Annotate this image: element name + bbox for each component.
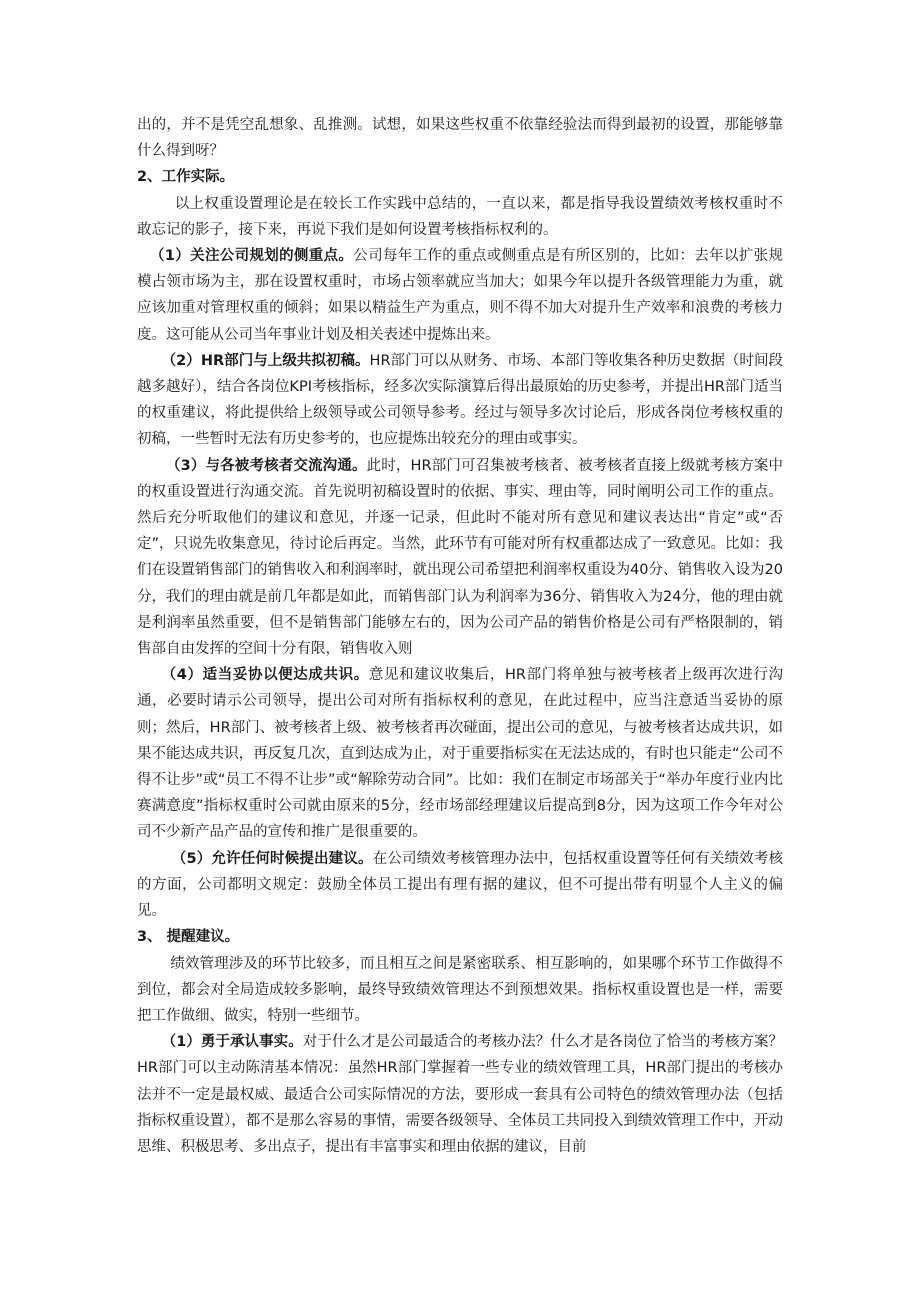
item-5-body: 在公司绩效考核管理办法中，包括权重设置等任何有关绩效考核的方面，公司都明文规定：鼓励全体员工提出有理有据的建议，但不可提出带有明显个人主义的偏见。 xyxy=(137,850,784,920)
section-heading-3: 3、 提醒建议。 xyxy=(137,929,240,946)
section-2-paragraph: 以上权重设置理论是在较长工作实践中总结的，一直以来，都是指导我设置绩效考核权重时不敢忘记的影子，接下来，再说下我们是如何设置考核指标权利的。 xyxy=(137,195,783,238)
item-1-title: （1）关注公司规划的侧重点。 xyxy=(150,248,354,265)
item-4-body: 意见和建议收集后，HR部门将单独与被考核者上级再次进行沟通，必要时请示公司领导，提出公司对所有指标权利的意见，在此过程中，应当注意适当妥协的原则；然后，HR部门、被考核者上级、被考核者再次碰面，提出公司的意见，与被考核者达成共识，如果不能达成共识，再反复几次，直到达成为止，对于重要指标实在无法达成的，有时也只能走“公司不得不让步”或“员工不得不让步”或“解除劳动合同”。比如：我们在制定市场部关于“举办年度行业内比赛满意度”指标权重时公司就由原来的5分，经市场部经理建议后提高到8分，因为这项工作今年对公司不少新产品产品的宣传和推广是很重要的。 xyxy=(137,667,783,841)
section-heading-2: 2、工作实际。 xyxy=(137,169,235,186)
item-2-paragraph xyxy=(137,348,783,453)
item-4-title: （4）适当妥协以便达成共识。 xyxy=(161,667,369,684)
item-3-title: （3）与各被考核者交流沟通。 xyxy=(166,457,367,474)
section-3-paragraph: 绩效管理涉及的环节比较多，而且相互之间是紧密联系、相互影响的，如果哪个环节工作做得不到位，都会对全局造成较多影响，最终导致绩效管理达不到预想效果。指标权重设置也是一样，需要把工作做细、做实，特别一些细节。 xyxy=(137,955,783,1024)
intro-paragraph: 出的，并不是凭空乱想象、乱推测。试想，如果这些权重不依靠经验法而得到最初的设置，那能够靠什么得到呀？ xyxy=(137,117,783,160)
tip-1-body: 对于什么才是公司最适合的考核办法？什么才是各岗位了恰当的考核方案？HR部门可以主动陈清基本情况：虽然HR部门掌握着一些专业的绩效管理工具，HR部门提出的考核办法并不一定是最权威、最适合公司实际情况的方法，要形成一套具有公司特色的绩效管理办法（包括指标权重设置），都不是那么容易的事情，需要各级领导、全体员工共同投入到绩效管理工作中，开动思维、积极思考、多出点子，提出有丰富事实和理由依据的建议，目前 xyxy=(137,1034,784,1155)
item-5-title: （5）允许任何时候提出建议。 xyxy=(171,850,373,867)
item-3-paragraph xyxy=(137,453,783,663)
item-5-paragraph xyxy=(137,846,783,925)
item-2-title: （2）HR部门与上级共拟初稿。 xyxy=(161,352,370,369)
tip-1-paragraph xyxy=(137,1029,783,1160)
item-3-body: 此时，HR部门可召集被考核者、被考核者直接上级就考核方案中的权重设置进行沟通交流。首先说明初稿设置时的依据、事实、理由等，同时阐明公司工作的重点。然后充分听取他们的建议和意见，并逐一记录，但此时不能对所有意见和建议表达出“肯定”或“否定”，只说先收集意见，待讨论后再定。当然，此环节有可能对所有权重都达成了一致意见。比如：我们在设置销售部门的销售收入和利润率时，就出现公司希望把利润率权重设为40分、销售收入设为20分，我们的理由就是前几年都是如此，而销售部门认为利润率为36分、销售收入为24分，他的理由就是利润率虽然重要，但不是销售部门能够左右的，因为公司产品的销售价格是公司有严格限制的，销售部自由发挥的空间十分有限，销售收入则 xyxy=(137,457,784,658)
item-1-body: 公司每年工作的重点或侧重点是有所区别的，比如：去年以扩张规模占领市场为主，那在设置权重时，市场占领率就应当加大；如果今年以提升各级管理能力为重，就应该加重对管理权重的倾斜；如果以精益生产为重点，则不得不加大对提升生产效率和浪费的考核力度。这可能从公司当年事业计划及相关表述中提炼出来。 xyxy=(137,248,784,343)
item-1-paragraph xyxy=(137,243,783,348)
tip-1-title: （1）勇于承认事实。 xyxy=(161,1034,303,1051)
item-2-body: HR部门可以从财务、市场、本部门等收集各种历史数据（时间段越多越好），结合各岗位KPI考核指标，经多次实际演算后得出最原始的历史参考，并提出HR部门适当的权重建议，将此提供给上级领导或公司领导参考。经过与领导多次讨论后，形成各岗位考核权重的初稿，一些暂时无法有历史参考的，也应提炼出较充分的理由或事实。 xyxy=(137,352,784,448)
item-4-paragraph xyxy=(137,662,783,845)
document-page xyxy=(137,112,783,1160)
